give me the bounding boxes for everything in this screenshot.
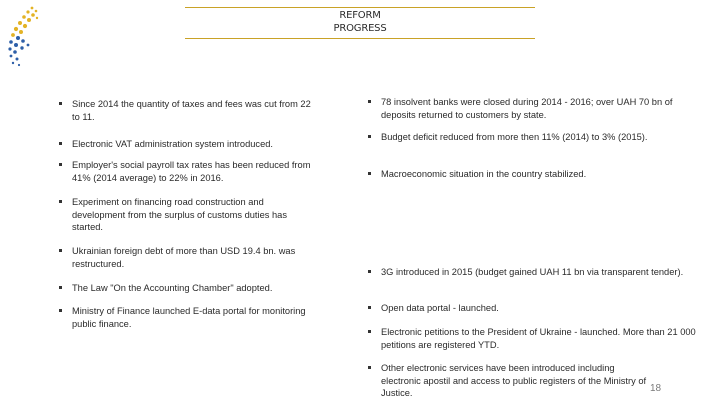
title-bottom-rule xyxy=(185,38,535,39)
right-bullet-e-petitions: Electronic petitions to the President of Ukraine - launched. More than 21 000 petitions are registered YTD. xyxy=(366,326,706,351)
right-bullet-3g: 3G introduced in 2015 (budget gained UAH 11 bn via transparent tender). xyxy=(366,266,706,279)
left-bullet-foreign-debt: Ukrainian foreign debt of more than USD 19.4 bn. was restructured. xyxy=(57,245,319,270)
title-line-2: PROGRESS xyxy=(333,23,387,34)
title-line-1: REFORM xyxy=(339,10,381,21)
left-bullet-vat: Electronic VAT administration system introduced. xyxy=(57,138,319,151)
right-bullet-budget-deficit: Budget deficit reduced from more then 11% (2014) to 3% (2015). xyxy=(366,131,706,144)
right-bullet-e-services: Other electronic services have been introduced including electronic apostil and access to public registers of the Ministry of Justice. xyxy=(366,362,656,400)
left-bullet-road-financing: Experiment on financing road construction and development from the surplus of customs duties has started. xyxy=(57,196,319,234)
left-bullet-edata: Ministry of Finance launched E-data portal for monitoring public finance. xyxy=(57,305,319,330)
left-bullet-accounting-chamber: The Law "On the Accounting Chamber" adopted. xyxy=(57,282,319,295)
left-bullet-payroll-tax: Employer's social payroll tax rates has been reduced from 41% (2014 average) to 22% in 2016. xyxy=(57,159,319,184)
page-number: 18 xyxy=(650,383,662,394)
title-top-rule xyxy=(185,7,535,8)
right-bullet-macroeconomic: Macroeconomic situation in the country stabilized. xyxy=(366,168,706,181)
right-bullet-banks: 78 insolvent banks were closed during 2014 - 2016; over UAH 70 bn of deposits returned to customers by state. xyxy=(366,96,706,121)
ministry-logo-icon xyxy=(2,2,46,74)
right-bullet-open-data: Open data portal - launched. xyxy=(366,302,706,315)
left-bullet-taxes: Since 2014 the quantity of taxes and fees was cut from 22 to 11. xyxy=(57,98,319,123)
slide-title xyxy=(185,9,535,35)
